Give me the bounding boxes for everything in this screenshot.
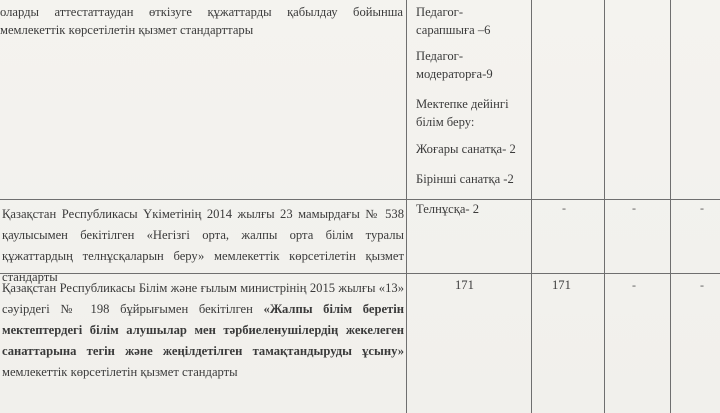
quantity-line: Мектепке дейінгі білім беру:: [416, 97, 509, 129]
description-text: мемлекеттік көрсетілетін қызмет стандарты: [2, 365, 238, 379]
table-column-divider: [531, 0, 532, 413]
row2-col3-value: -: [562, 201, 566, 215]
description-bold-text: «Жалпы білім беретін мектептердегі білім алушылар мен тәрбиеленушілердің жекелеген санаттарына тегін және жеңілдетілген тамақтандыруды ұсыну»: [2, 302, 404, 358]
service-standard-description-3: [2, 278, 404, 383]
table-column-divider: [670, 0, 671, 413]
row3-col4-value: -: [632, 278, 636, 292]
row2-col4-value: -: [632, 201, 636, 215]
row2-col5-value: -: [700, 201, 704, 215]
quantity-line: Бірінші санатқа -2: [416, 172, 514, 186]
row3-col3-value: 171: [552, 278, 571, 292]
quantity-line: Педагог- модераторға-9: [416, 49, 493, 81]
service-standard-description-2: Қазақстан Республикасы Үкіметінің 2014 жылғы 23 мамырдағы № 538 қаулысымен бекітілген «Негізгі орта, жалпы орта білім туралы құжаттардың телнұсқаларын беру» мемлекеттік көрсетілетін қызмет стандарты: [2, 207, 404, 284]
table-column-divider: [406, 0, 407, 413]
quantity-line: Педагог- сарапшыға –6: [416, 5, 491, 37]
row3-quantity: 171: [455, 278, 474, 292]
table-row-divider: [0, 199, 720, 200]
row3-col5-value: -: [700, 278, 704, 292]
service-standard-description-1: оларды аттестаттаудан өткізуге құжаттарды қабылдау бойынша мемлекеттік көрсетілетін қызмет стандарттары: [0, 5, 403, 37]
row2-quantity: Телнұсқа- 2: [416, 202, 480, 216]
table-column-divider: [604, 0, 605, 413]
description-text: Қазақстан Республикасы Білім және ғылым министрінің 2015 жылғы «13» сәуірдегі № 198 бұйрығымен бекітілген: [2, 281, 404, 316]
quantity-line: Жоғары санатқа- 2: [416, 142, 516, 156]
